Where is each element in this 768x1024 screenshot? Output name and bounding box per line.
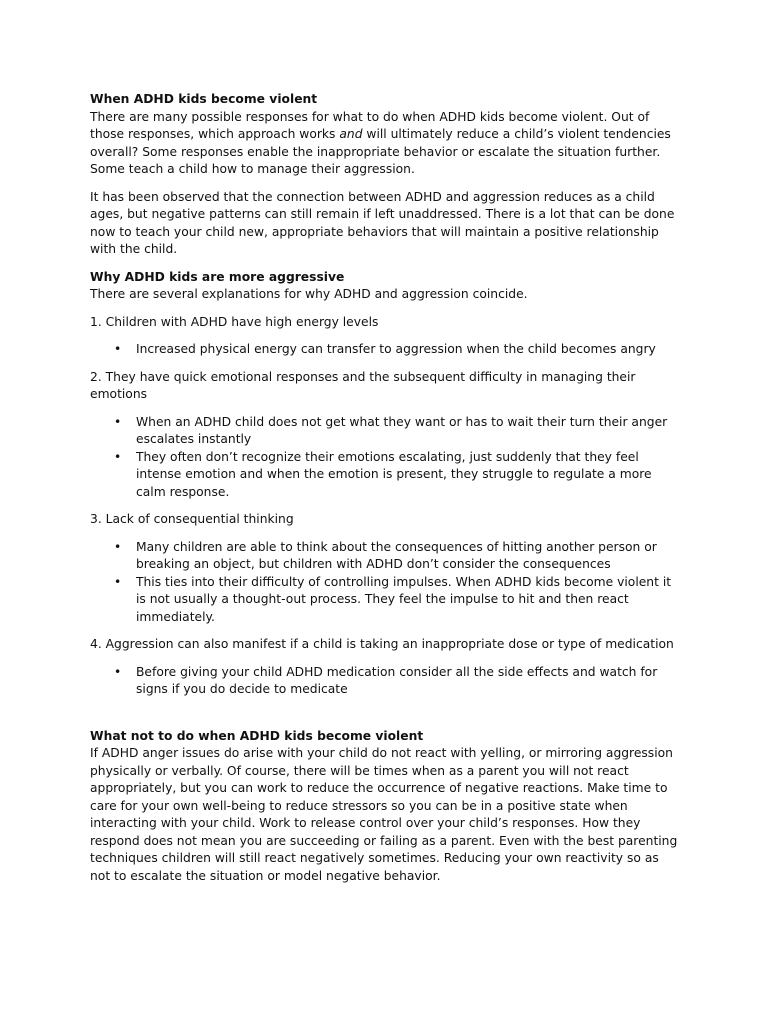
list-item: • This ties into their difficulty of controlling impulses. When ADHD kids become violent it is not usually a thought-out process. They feel the impulse to hit and then react immediately. (136, 574, 680, 627)
list-item: • Before giving your child ADHD medication consider all the side effects and watch for signs if you do decide to medicate (136, 664, 680, 699)
spacer (90, 709, 680, 728)
paragraph-explanations: There are several explanations for why ADHD and aggression coincide. (90, 287, 528, 301)
document-page (90, 91, 680, 895)
list-item: • They often don’t recognize their emotions escalating, just suddenly that they feel intense emotion and when the emotion is present, they struggle to regulate a more calm response. (136, 449, 680, 502)
list-item: • Many children are able to think about the consequences of hitting another person or breaking an object, but children with ADHD don’t consider the consequences (136, 539, 680, 574)
point-4: 4. Aggression can also manifest if a child is taking an inappropriate dose or type of medication (90, 637, 674, 651)
point-2: 2. They have quick emotional responses and the subsequent difficulty in managing their emotions (90, 369, 636, 401)
paragraph-intro: There are many possible responses for what to do when ADHD kids become violent. Out of those responses, which approach works and will ultimately reduce a child’s violent tendencies overall? Some responses enable the inappropriate behavior or escalate the situation further. Some teach a child how to manage their aggression. (90, 109, 671, 176)
point-3: 3. Lack of consequential thinking (90, 512, 294, 526)
heading-why-aggressive: Why ADHD kids are more aggressive (90, 269, 345, 284)
paragraph-aggression-ages: It has been observed that the connection between ADHD and aggression reduces as a child ages, but negative patterns can still remain if left unaddressed. There is a lot that can be done now to teach your child new, appropriate behaviors that will maintain a positive relationship with the child. (90, 189, 675, 256)
heading-when-violent: When ADHD kids become violent (90, 92, 318, 106)
point-2-list (90, 414, 680, 502)
paragraph-what-not-to-do: If ADHD anger issues do arise with your child do not react with yelling, or mirroring aggression physically or verbally. Of course, there will be times when as a parent you will not react appropriately, but you can work to reduce the occurrence of negative reactions. Make time to care for your own well-being to reduce stressors so you can be in a positive state when interacting with your child. Work to release control over your child’s responses. How they respond does not mean you are succeeding or failing as a parent. Even with the best parenting techniques children will still react negatively sometimes. Reducing your own reactivity so as not to escalate the situation or model negative behavior. (90, 746, 678, 883)
point-4-list (90, 664, 680, 699)
point-3-list (90, 539, 680, 627)
list-item: • Increased physical energy can transfer to aggression when the child becomes angry (136, 341, 680, 359)
point-1: 1. Children with ADHD have high energy levels (90, 314, 379, 329)
heading-what-not-to-do: What not to do when ADHD kids become violent (90, 728, 424, 743)
list-item: • When an ADHD child does not get what they want or has to wait their turn their anger escalates instantly (136, 414, 680, 449)
point-1-list (90, 341, 680, 359)
